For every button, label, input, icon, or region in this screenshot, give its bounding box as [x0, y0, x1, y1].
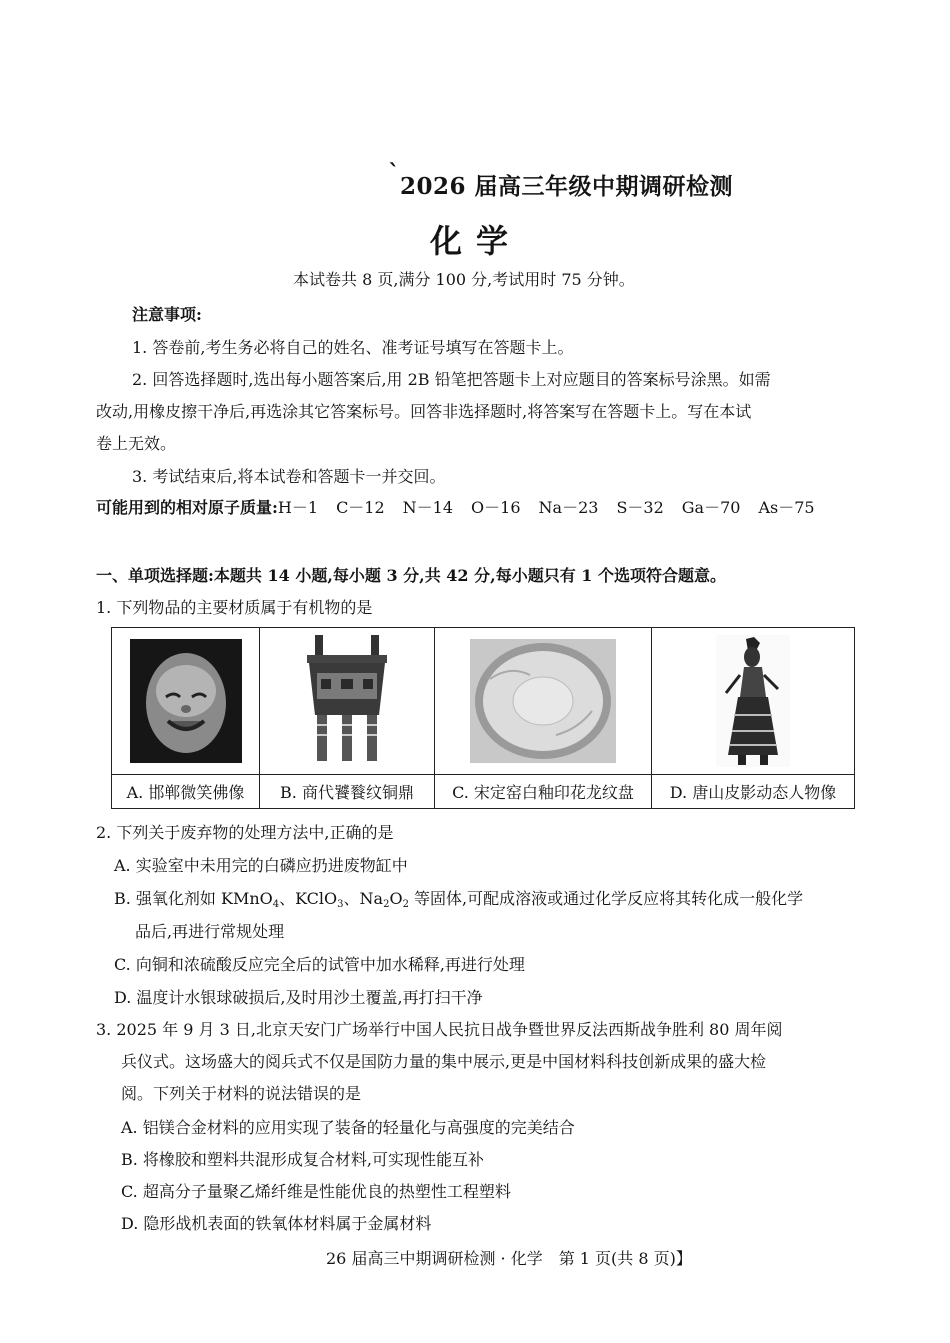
q3-stem-line2: 兵仪式。这场盛大的阅兵式不仅是国防力量的集中展示,更是中国材料科技创新成果的盛大检 — [121, 1052, 767, 1071]
q2-stem: 2. 下列关于废弃物的处理方法中,正确的是 — [96, 823, 394, 842]
q3-stem-line3: 阅。下列关于材料的说法错误的是 — [121, 1084, 362, 1103]
notice-heading: 注意事项: — [132, 305, 202, 324]
q1-image-a — [112, 628, 260, 774]
exam-title: 2026 届高三年级中期调研检测 — [400, 173, 734, 200]
q3-option-d: D. 隐形战机表面的铁氧体材料属于金属材料 — [121, 1214, 432, 1233]
atomic-mass-as: As－75 — [758, 498, 815, 517]
q1-image-b — [260, 628, 435, 774]
bronze-ding-image — [301, 635, 393, 767]
notice-item-2-line1: 2. 回答选择题时,选出每小题答案后,用 2B 铅笔把答题卡上对应题目的答案标号涂黑。如需 — [132, 370, 771, 389]
q1-option-a: A. 邯郸微笑佛像 — [112, 774, 260, 808]
atomic-mass-na: Na－23 — [538, 498, 599, 517]
notice-item-1: 1. 答卷前,考生务必将自己的姓名、准考证号填写在答题卡上。 — [132, 338, 574, 357]
page-footer: 26 届高三中期调研检测 · 化学 第 1 页(共 8 页)】 — [326, 1249, 692, 1268]
atomic-mass-ga: Ga－70 — [681, 498, 741, 517]
q1-option-c: C. 宋定窑白釉印花龙纹盘 — [435, 774, 652, 808]
atomic-mass-h: H－1 — [277, 498, 319, 517]
q1-option-d: D. 唐山皮影动态人物像 — [652, 774, 854, 808]
buddha-head-image — [130, 639, 242, 763]
notice-item-3: 3. 考试结束后,将本试卷和答题卡一并交回。 — [132, 467, 446, 486]
porcelain-plate-image — [470, 639, 616, 763]
atomic-mass-line — [96, 498, 833, 518]
notice-item-2-line3: 卷上无效。 — [96, 434, 177, 453]
q1-image-d — [652, 628, 854, 774]
atomic-mass-n: N－14 — [402, 498, 454, 517]
q3-option-a: A. 铝镁合金材料的应用实现了装备的轻量化与高强度的完美结合 — [121, 1118, 575, 1137]
notice-item-2-line2: 改动,用橡皮擦干净后,再选涂其它答案标号。回答非选择题时,将答案写在答题卡上。写在本试 — [96, 402, 752, 421]
atomic-mass-label: 可能用到的相对原子质量: — [96, 498, 278, 517]
q3-option-b: B. 将橡胶和塑料共混形成复合材料,可实现性能互补 — [121, 1150, 485, 1169]
section-1-heading: 一、单项选择题:本题共 14 小题,每小题 3 分,共 42 分,每小题只有 1 个选项符合题意。 — [96, 566, 726, 585]
q3-stem-line1: 3. 2025 年 9 月 3 日,北京天安门广场举行中国人民抗日战争暨世界反法西斯战争胜利 80 周年阅 — [96, 1020, 783, 1039]
atomic-mass-c: C－12 — [336, 498, 385, 517]
q1-picture-table — [111, 627, 855, 809]
q3-option-c: C. 超高分子量聚乙烯纤维是性能优良的热塑性工程塑料 — [121, 1182, 511, 1201]
q2-option-a: A. 实验室中未用完的白磷应扔进废物缸中 — [114, 856, 408, 875]
q2-option-b-line1: B. 强氧化剂如 KMnO$_4$、KClO$_3$、$Na_2O_2$ 等固体,可配成溶液或通过化学反应将其转化成一般化学 — [114, 889, 804, 910]
q2-option-c: C. 向铜和浓硫酸反应完全后的试管中加水稀释,再进行处理 — [114, 955, 525, 974]
subject-title: 化学 — [430, 222, 523, 260]
q1-image-c — [435, 628, 652, 774]
shadow-puppet-image — [716, 635, 790, 767]
q1-stem: 1. 下列物品的主要材质属于有机物的是 — [96, 598, 373, 617]
atomic-mass-o: O－16 — [471, 498, 521, 517]
exam-info: 本试卷共 8 页,满分 100 分,考试用时 75 分钟。 — [293, 270, 635, 289]
atomic-mass-s: S－32 — [616, 498, 664, 517]
stray-mark: ` — [388, 160, 400, 187]
q2-option-b-line2: 品后,再进行常规处理 — [135, 922, 285, 941]
q1-option-b: B. 商代饕餮纹铜鼎 — [260, 774, 435, 808]
q2-option-d: D. 温度计水银球破损后,及时用沙土覆盖,再打扫干净 — [114, 988, 483, 1007]
